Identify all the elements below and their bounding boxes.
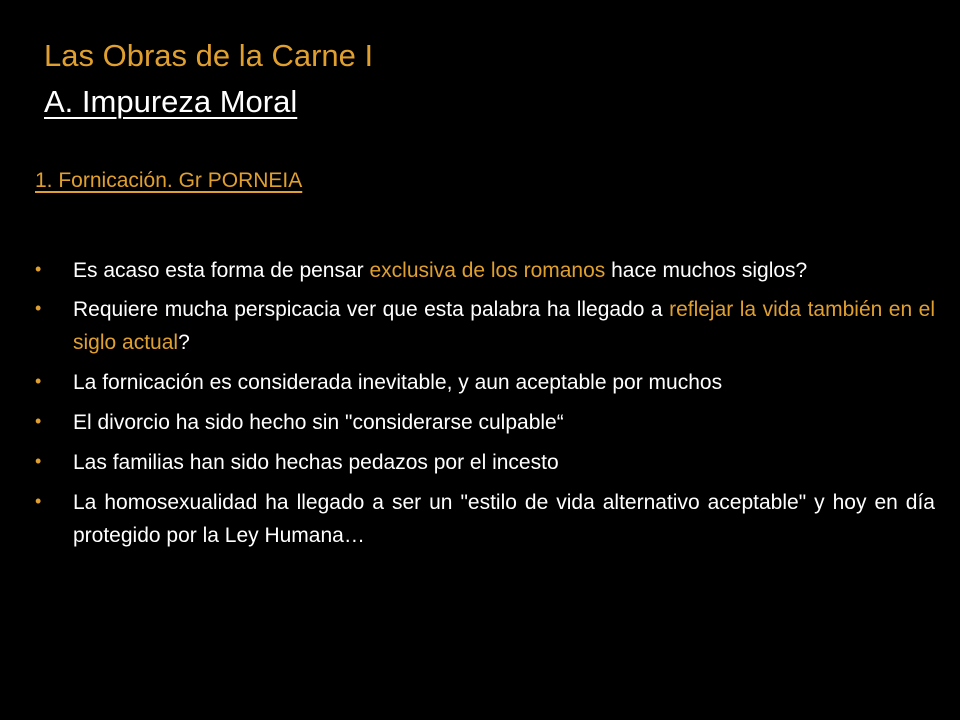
bullet-icon: • bbox=[35, 451, 42, 471]
bullet-highlight: exclusiva de los romanos bbox=[369, 259, 606, 282]
bullet-text: ? bbox=[178, 331, 190, 354]
bullet-text: El divorcio ha sido hecho sin "considerarse culpable“ bbox=[73, 411, 564, 434]
bullet-text: La fornicación es considerada inevitable, y aun aceptable por muchos bbox=[73, 371, 723, 394]
bullet-item bbox=[35, 486, 935, 552]
bullet-text: Es acaso esta forma de pensar bbox=[73, 259, 370, 282]
bullet-text: Las familias han sido hechas pedazos por el incesto bbox=[73, 451, 559, 474]
bullet-text: La homosexualidad ha llegado a ser un "estilo de vida alternativo aceptable" y hoy en día protegido por la Ley Humana… bbox=[73, 491, 935, 547]
bullet-icon: • bbox=[35, 298, 42, 318]
bullet-item bbox=[35, 446, 935, 479]
section-heading: 1. Fornicación. Gr PORNEIA bbox=[35, 169, 303, 192]
bullet-icon: • bbox=[35, 491, 42, 511]
bullet-icon: • bbox=[35, 371, 42, 391]
bullet-icon: • bbox=[35, 411, 42, 431]
bullet-item bbox=[35, 254, 935, 287]
bullet-highlight: reflejar la vida también en el siglo actual bbox=[73, 298, 935, 354]
slide-subtitle: A. Impureza Moral bbox=[44, 84, 298, 119]
bullet-text: Requiere mucha perspicacia ver que esta palabra ha llegado a bbox=[73, 298, 670, 321]
bullet-icon: • bbox=[35, 259, 42, 279]
bullet-text: hace muchos siglos? bbox=[605, 259, 808, 282]
bullet-item bbox=[35, 406, 935, 439]
bullet-item bbox=[35, 366, 935, 399]
bullet-item bbox=[35, 293, 935, 359]
slide-title: Las Obras de la Carne I bbox=[44, 38, 374, 73]
bullet-list bbox=[35, 254, 935, 559]
